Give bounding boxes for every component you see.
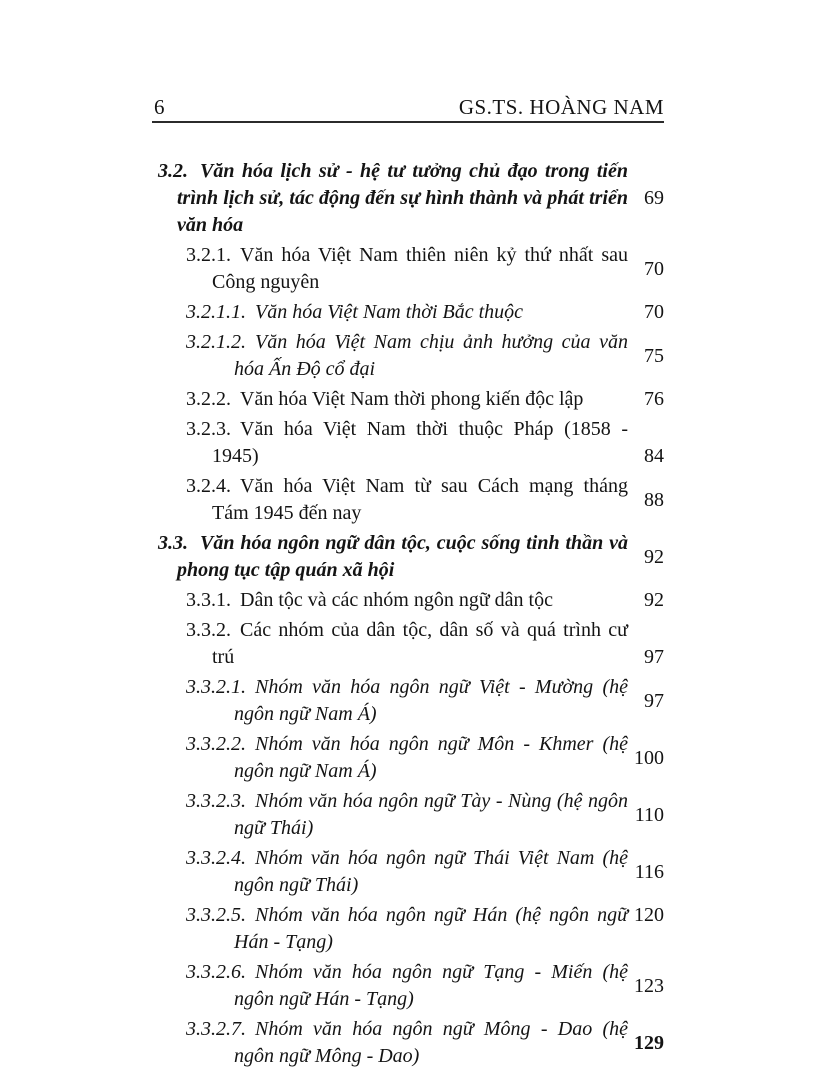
toc-entry-title xyxy=(186,1016,628,1070)
toc-entry-number: 3.2.4. xyxy=(186,475,231,497)
toc-entry-number: 3.3.2. xyxy=(186,619,231,641)
toc-entry-text: Văn hóa Việt Nam từ sau Cách mạng tháng Tám 1945 đến nay xyxy=(212,475,628,524)
toc-entry xyxy=(152,674,664,728)
toc-entry-number: 3.2.3. xyxy=(186,418,231,440)
toc-entry-title xyxy=(186,329,628,383)
toc-entry xyxy=(152,416,664,470)
toc-entry-text: Văn hóa lịch sử - hệ tư tưởng chủ đạo trong tiến trình lịch sử, tác động đến sự hình thành và phát triển văn hóa xyxy=(177,160,628,236)
toc-entry-title xyxy=(158,158,628,239)
toc-entry-title xyxy=(186,386,628,413)
toc-entry-number: 3.3.2.3. xyxy=(186,790,246,812)
toc-entry-title xyxy=(158,530,628,584)
toc-entry-number: 3.3. xyxy=(158,532,188,554)
toc-entry-page: 120 xyxy=(634,904,664,926)
running-title: GS.TS. HOÀNG NAM xyxy=(458,95,664,119)
toc-entry-number: 3.3.2.4. xyxy=(186,847,246,869)
toc-entry-page: 88 xyxy=(644,488,664,511)
toc-entry-text: Văn hóa ngôn ngữ dân tộc, cuộc sống tinh thần và phong tục tập quán xã hội xyxy=(177,532,628,581)
toc-entry-page: 70 xyxy=(644,301,664,323)
toc-entry-title xyxy=(186,959,628,1013)
toc-entry-text: Nhóm văn hóa ngôn ngữ Môn - Khmer (hệ ngôn ngữ Nam Á) xyxy=(234,733,628,782)
toc-entry xyxy=(152,329,664,383)
toc-entry xyxy=(152,845,664,899)
toc-entry-number: 3.2.1.2. xyxy=(186,331,246,353)
toc-entry-title xyxy=(186,473,628,527)
toc-entry-number: 3.2. xyxy=(158,160,188,182)
toc-entry-page: 100 xyxy=(634,746,664,769)
toc-entry xyxy=(152,242,664,296)
toc-entry-number: 3.3.1. xyxy=(186,589,231,611)
toc-entry-title xyxy=(186,731,628,785)
toc-entry-number: 3.3.2.6. xyxy=(186,961,246,983)
page-header xyxy=(152,96,664,118)
folio-page-number: 6 xyxy=(154,95,165,119)
toc-entry-page: 116 xyxy=(634,860,664,883)
toc-entry-title xyxy=(186,788,628,842)
toc-entry-title xyxy=(186,587,628,614)
toc-entry-page: 84 xyxy=(644,445,664,467)
toc-entry-page: 75 xyxy=(644,344,664,367)
toc-entry-number: 3.3.2.2. xyxy=(186,733,246,755)
toc-entry-text: Các nhóm của dân tộc, dân số và quá trình cư trú xyxy=(212,619,628,668)
toc-entry-text: Văn hóa Việt Nam thời phong kiến độc lập xyxy=(240,388,584,410)
toc-entry xyxy=(152,731,664,785)
toc-entry-number: 3.2.2. xyxy=(186,388,231,410)
toc-entry xyxy=(152,959,664,1013)
toc-entry-page: 92 xyxy=(644,589,664,611)
toc-entry-text: Văn hóa Việt Nam thời thuộc Pháp (1858 - 1945) xyxy=(212,418,628,467)
toc-entry-text: Nhóm văn hóa ngôn ngữ Tạng - Miến (hệ ngôn ngữ Hán - Tạng) xyxy=(234,961,628,1010)
toc-entry-title xyxy=(186,617,628,671)
toc-entry xyxy=(152,617,664,671)
toc-entry-page: 70 xyxy=(644,257,664,280)
toc-entry-text: Văn hóa Việt Nam chịu ảnh hưởng của văn hóa Ấn Độ cổ đại xyxy=(234,331,628,380)
toc-entry-text: Nhóm văn hóa ngôn ngữ Thái Việt Nam (hệ ngôn ngữ Thái) xyxy=(234,847,628,896)
toc-entry-page: 123 xyxy=(634,974,664,997)
toc-entry-text: Dân tộc và các nhóm ngôn ngữ dân tộc xyxy=(240,589,553,611)
toc-entry-number: 3.2.1. xyxy=(186,244,231,266)
toc-entry-page: 97 xyxy=(644,689,664,712)
toc-entry-title xyxy=(186,845,628,899)
toc-entry xyxy=(152,530,664,584)
table-of-contents xyxy=(152,158,664,1070)
toc-entry-page: 129 xyxy=(634,1031,664,1054)
toc-entry-text: Văn hóa Việt Nam thời Bắc thuộc xyxy=(255,301,524,323)
toc-entry-page: 76 xyxy=(644,388,664,410)
toc-entry-number: 3.3.2.1. xyxy=(186,676,246,698)
toc-entry-text: Nhóm văn hóa ngôn ngữ Việt - Mường (hệ ngôn ngữ Nam Á) xyxy=(234,676,628,725)
toc-entry-number: 3.3.2.5. xyxy=(186,904,246,926)
toc-entry xyxy=(152,587,664,614)
toc-entry xyxy=(152,299,664,326)
toc-entry-number: 3.2.1.1. xyxy=(186,301,246,323)
toc-entry-title xyxy=(186,674,628,728)
toc-entry-page: 69 xyxy=(644,187,664,209)
toc-entry xyxy=(152,788,664,842)
toc-entry xyxy=(152,473,664,527)
toc-entry-title xyxy=(186,902,628,956)
toc-entry xyxy=(152,902,664,956)
toc-entry xyxy=(152,158,664,239)
header-rule xyxy=(152,121,664,123)
toc-entry-text: Văn hóa Việt Nam thiên niên kỷ thứ nhất sau Công nguyên xyxy=(212,244,628,293)
toc-entry-title xyxy=(186,242,628,296)
toc-entry-text: Nhóm văn hóa ngôn ngữ Hán (hệ ngôn ngữ Hán - Tạng) xyxy=(234,904,628,953)
toc-entry-number: 3.3.2.7. xyxy=(186,1018,246,1040)
toc-entry-page: 92 xyxy=(644,545,664,568)
toc-entry-page: 110 xyxy=(634,803,664,826)
toc-entry xyxy=(152,386,664,413)
toc-entry-title xyxy=(186,416,628,470)
toc-entry-text: Nhóm văn hóa ngôn ngữ Tày - Nùng (hệ ngôn ngữ Thái) xyxy=(234,790,628,839)
toc-entry xyxy=(152,1016,664,1070)
toc-entry-title xyxy=(186,299,628,326)
toc-entry-text: Nhóm văn hóa ngôn ngữ Mông - Dao (hệ ngôn ngữ Mông - Dao) xyxy=(234,1018,628,1067)
toc-entry-page: 97 xyxy=(644,646,664,668)
